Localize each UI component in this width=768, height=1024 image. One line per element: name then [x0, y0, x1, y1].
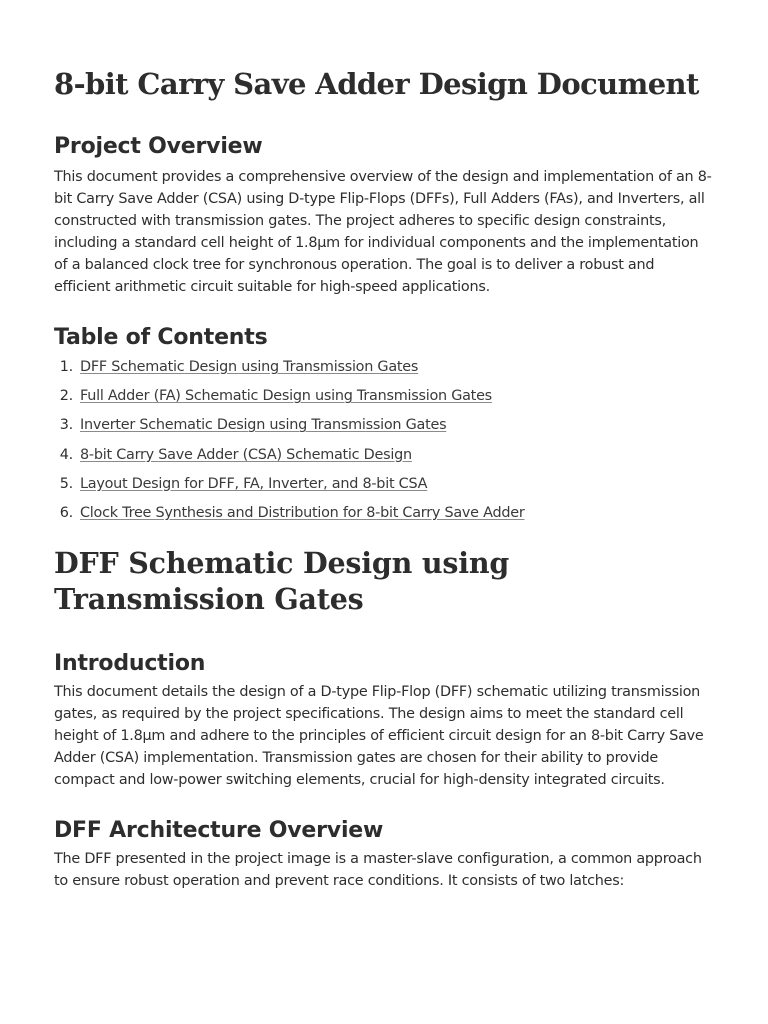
introduction-paragraph: This document details the design of a D-type Flip-Flop (DFF) schematic utilizing transmission gates, as required by the project specifications. The design aims to meet the standard cell height of 1.8µm and adhere to the principles of efficient circuit design for an 8-bit Carry Save Adder (CSA) implementation. Transmission gates are chosen for their ability to provide compact and low-power switching elements, crucial for high-density integrated circuits.	[54, 684, 704, 789]
toc-item	[54, 414, 714, 443]
toc-item	[54, 356, 714, 385]
toc-item-number: 4.	[59, 446, 73, 463]
toc-link-inverter-schematic[interactable]: Inverter Schematic Design using Transmission Gates	[80, 417, 447, 434]
architecture-heading: DFF Architecture Overview	[54, 818, 384, 844]
toc-item	[54, 502, 714, 531]
toc-link-clock-tree[interactable]: Clock Tree Synthesis and Distribution for 8-bit Carry Save Adder	[80, 504, 525, 521]
architecture-paragraph: The DFF presented in the project image is a master-slave configuration, a common approach to ensure robust operation and prevent race conditions. It consists of two latches:	[54, 851, 702, 890]
toc-item-number: 1.	[59, 359, 73, 375]
toc-heading: Table of Contents	[54, 325, 268, 350]
toc-item	[54, 385, 714, 414]
toc-item	[54, 473, 714, 502]
toc-link-full-adder-schematic[interactable]: Full Adder (FA) Schematic Design using Transmission Gates	[80, 388, 492, 405]
overview-paragraph: This document provides a comprehensive overview of the design and implementation of an 8-bit Carry Save Adder (CSA) using D-type Flip-Flops (DFFs), Full Adders (FAs), and Inverters, all constructed with transmission gates. The project adheres to specific design constraints, including a standard cell height of 1.8µm for individual components and the implementation of a balanced clock tree for synchronous operation. The goal is to deliver a robust and efficient arithmetic circuit suitable for high-speed applications.	[54, 169, 712, 295]
introduction-heading: Introduction	[54, 651, 206, 677]
toc-link-csa-schematic[interactable]: 8-bit Carry Save Adder (CSA) Schematic Design	[80, 446, 412, 463]
toc-item	[54, 444, 714, 473]
toc-item-number: 6.	[59, 504, 73, 521]
overview-heading: Project Overview	[54, 134, 263, 159]
toc-link-dff-schematic[interactable]: DFF Schematic Design using Transmission Gates	[80, 359, 419, 375]
document-title: 8-bit Carry Save Adder Design Document	[54, 67, 699, 101]
toc-item-number: 3.	[59, 417, 73, 434]
dff-section-title: DFF Schematic Design using Transmission Gates	[54, 546, 510, 617]
toc-link-layout-design[interactable]: Layout Design for DFF, FA, Inverter, and 8-bit CSA	[80, 475, 428, 492]
toc-list	[54, 356, 714, 531]
toc-item-number: 2.	[59, 388, 73, 405]
toc-item-number: 5.	[59, 475, 73, 492]
